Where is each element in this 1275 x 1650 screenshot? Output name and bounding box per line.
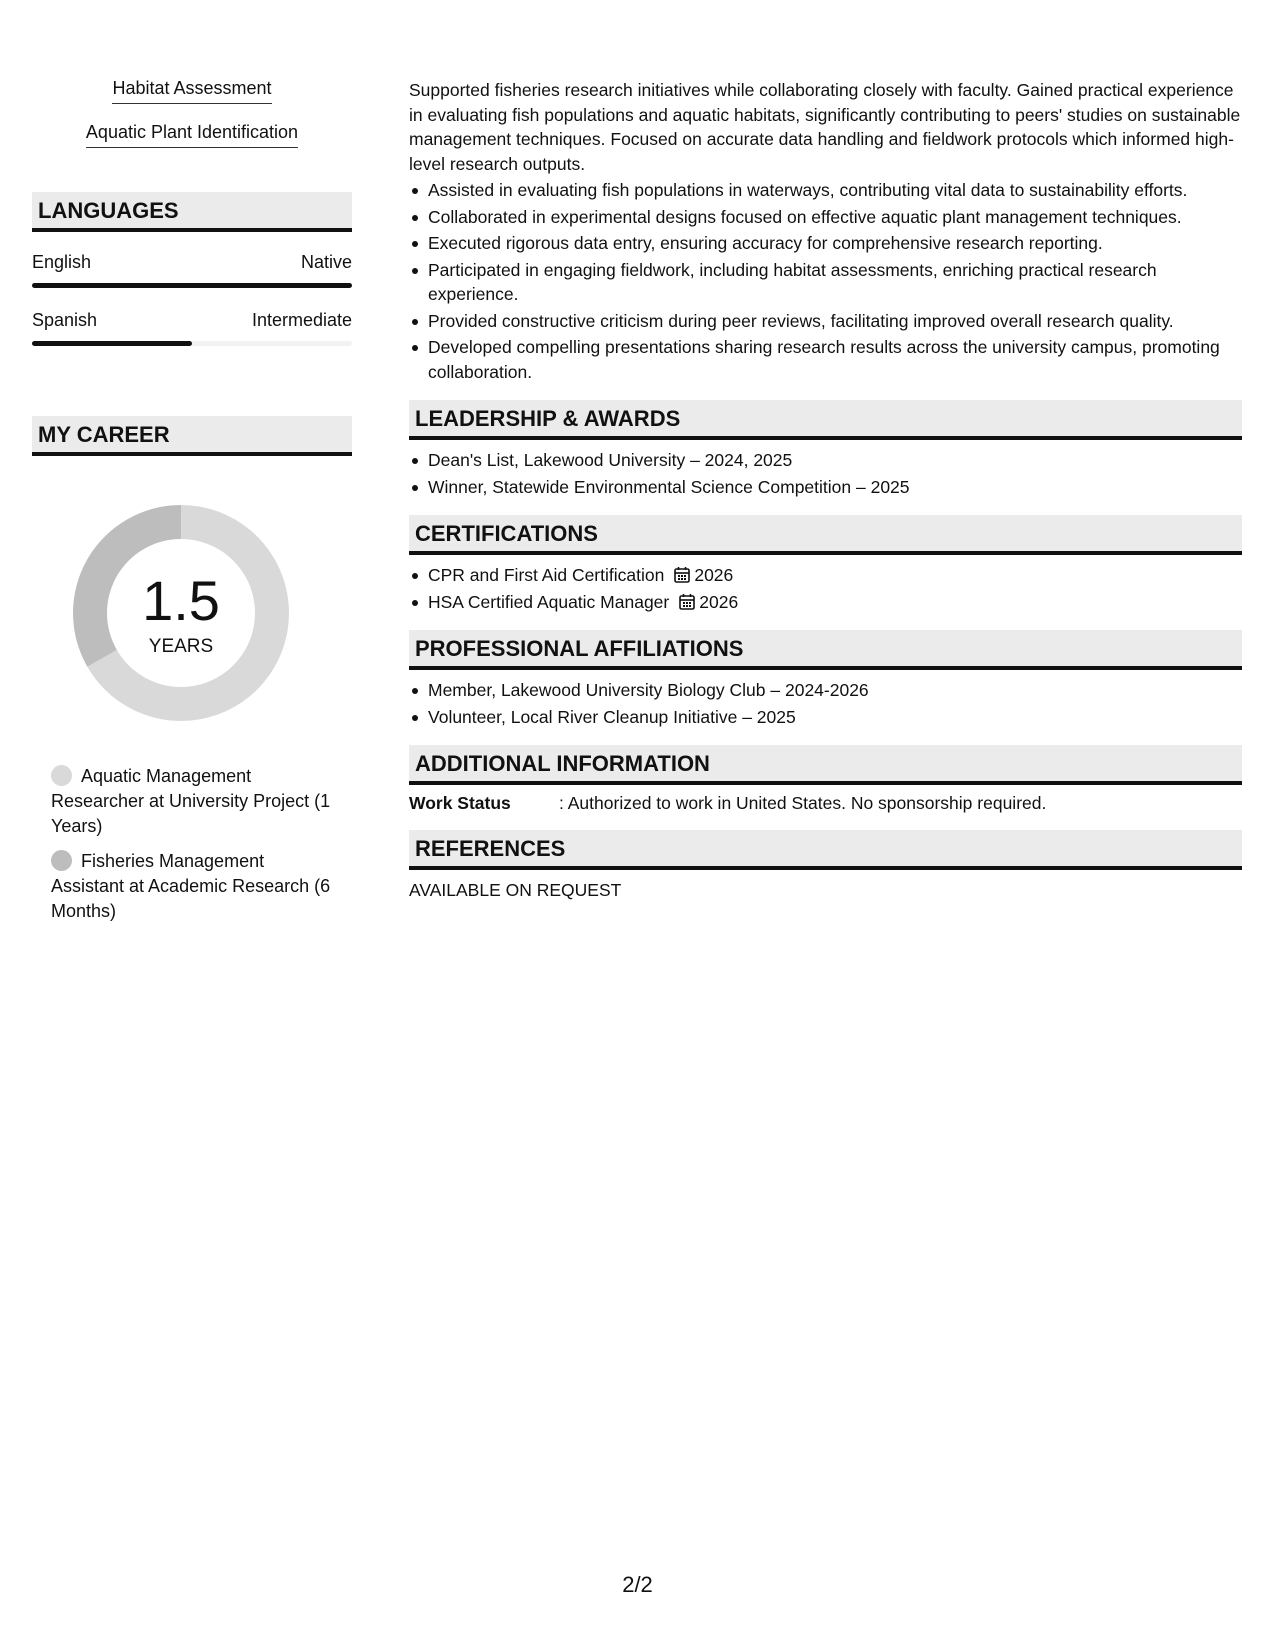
list-item: Executed rigorous data entry, ensuring accuracy for comprehensive research reporting. bbox=[409, 231, 1242, 256]
language-proficiency-bar bbox=[32, 283, 352, 288]
language-name: English bbox=[32, 252, 92, 272]
language-proficiency-bar bbox=[32, 341, 352, 346]
legend-swatch bbox=[51, 765, 72, 786]
language-level: Intermediate bbox=[251, 310, 352, 330]
career-legend-text: Aquatic Management Researcher at University Project (1 Years) bbox=[51, 766, 331, 836]
language-name: Spanish bbox=[32, 310, 98, 330]
list-item: Collaborated in experimental designs focused on effective aquatic plant management techniques. bbox=[409, 205, 1242, 230]
skills-list bbox=[32, 78, 352, 166]
experience-bullets bbox=[409, 178, 1242, 384]
language-proficiency-fill bbox=[32, 341, 192, 346]
career-legend-item bbox=[51, 764, 341, 839]
legend-swatch bbox=[51, 850, 72, 871]
language-level: Native bbox=[300, 252, 352, 272]
certifications-list bbox=[409, 563, 1242, 614]
references-text: AVAILABLE ON REQUEST bbox=[409, 880, 622, 900]
career-legend-item bbox=[51, 849, 341, 924]
language-proficiency-fill bbox=[32, 283, 352, 288]
list-item: Assisted in evaluating fish populations in waterways, contributing vital data to sustainability efforts. bbox=[409, 178, 1242, 203]
main-content bbox=[409, 78, 1242, 903]
list-item bbox=[409, 563, 1242, 588]
skill-tag: Aquatic Plant Identification bbox=[86, 122, 298, 148]
career-donut-chart bbox=[66, 498, 296, 728]
affiliations-heading: PROFESSIONAL AFFILIATIONS bbox=[409, 630, 1242, 670]
leadership-heading: LEADERSHIP & AWARDS bbox=[409, 400, 1242, 440]
affiliations-list bbox=[409, 678, 1242, 729]
career-total-unit: YEARS bbox=[148, 636, 214, 657]
leadership-list bbox=[409, 448, 1242, 499]
work-status-label: Work Status bbox=[409, 793, 511, 813]
experience-summary: Supported fisheries research initiatives while collaborating closely with faculty. Gained practical experience in evaluating fish populations and aquatic habitats, significantly contributing to peers' studies on sustainable management techniques. Focused on accurate data handling and fieldwork protocols which informed high-level research outputs. bbox=[409, 80, 1241, 174]
certification-name: CPR and First Aid Certification bbox=[428, 565, 665, 585]
language-item bbox=[32, 310, 352, 346]
career-heading: MY CAREER bbox=[32, 416, 352, 456]
list-item bbox=[409, 590, 1242, 615]
list-item: Member, Lakewood University Biology Club – 2024-2026 bbox=[409, 678, 1242, 703]
skill-tag: Habitat Assessment bbox=[112, 78, 271, 104]
page-number: 2/2 bbox=[622, 1572, 653, 1597]
certification-name: HSA Certified Aquatic Manager bbox=[428, 591, 670, 612]
certification-year: 2026 bbox=[699, 591, 739, 612]
list-item: Developed compelling presentations sharing research results across the university campus, promoting collaboration. bbox=[409, 335, 1242, 384]
sidebar bbox=[32, 78, 352, 934]
calendar-icon bbox=[679, 593, 695, 610]
certifications-heading: CERTIFICATIONS bbox=[409, 515, 1242, 555]
languages-heading: LANGUAGES bbox=[32, 192, 352, 232]
work-status-row bbox=[409, 793, 1242, 814]
language-item bbox=[32, 252, 352, 288]
career-total-value: 1.5 bbox=[142, 569, 220, 632]
list-item: Winner, Statewide Environmental Science Competition – 2025 bbox=[409, 475, 1242, 500]
career-legend-text: Fisheries Management Assistant at Academic Research (6 Months) bbox=[51, 851, 331, 921]
list-item: Volunteer, Local River Cleanup Initiative – 2025 bbox=[409, 705, 1242, 730]
references-heading: REFERENCES bbox=[409, 830, 1242, 870]
list-item: Dean's List, Lakewood University – 2024, 2025 bbox=[409, 448, 1242, 473]
list-item: Provided constructive criticism during peer reviews, facilitating improved overall research quality. bbox=[409, 309, 1242, 334]
work-status-value: : Authorized to work in United States. No sponsorship required. bbox=[559, 793, 1047, 813]
calendar-icon bbox=[674, 566, 690, 583]
additional-info-heading: ADDITIONAL INFORMATION bbox=[409, 745, 1242, 785]
certification-year: 2026 bbox=[694, 565, 734, 585]
career-legend bbox=[51, 764, 341, 924]
list-item: Participated in engaging fieldwork, including habitat assessments, enriching practical research experience. bbox=[409, 258, 1242, 307]
